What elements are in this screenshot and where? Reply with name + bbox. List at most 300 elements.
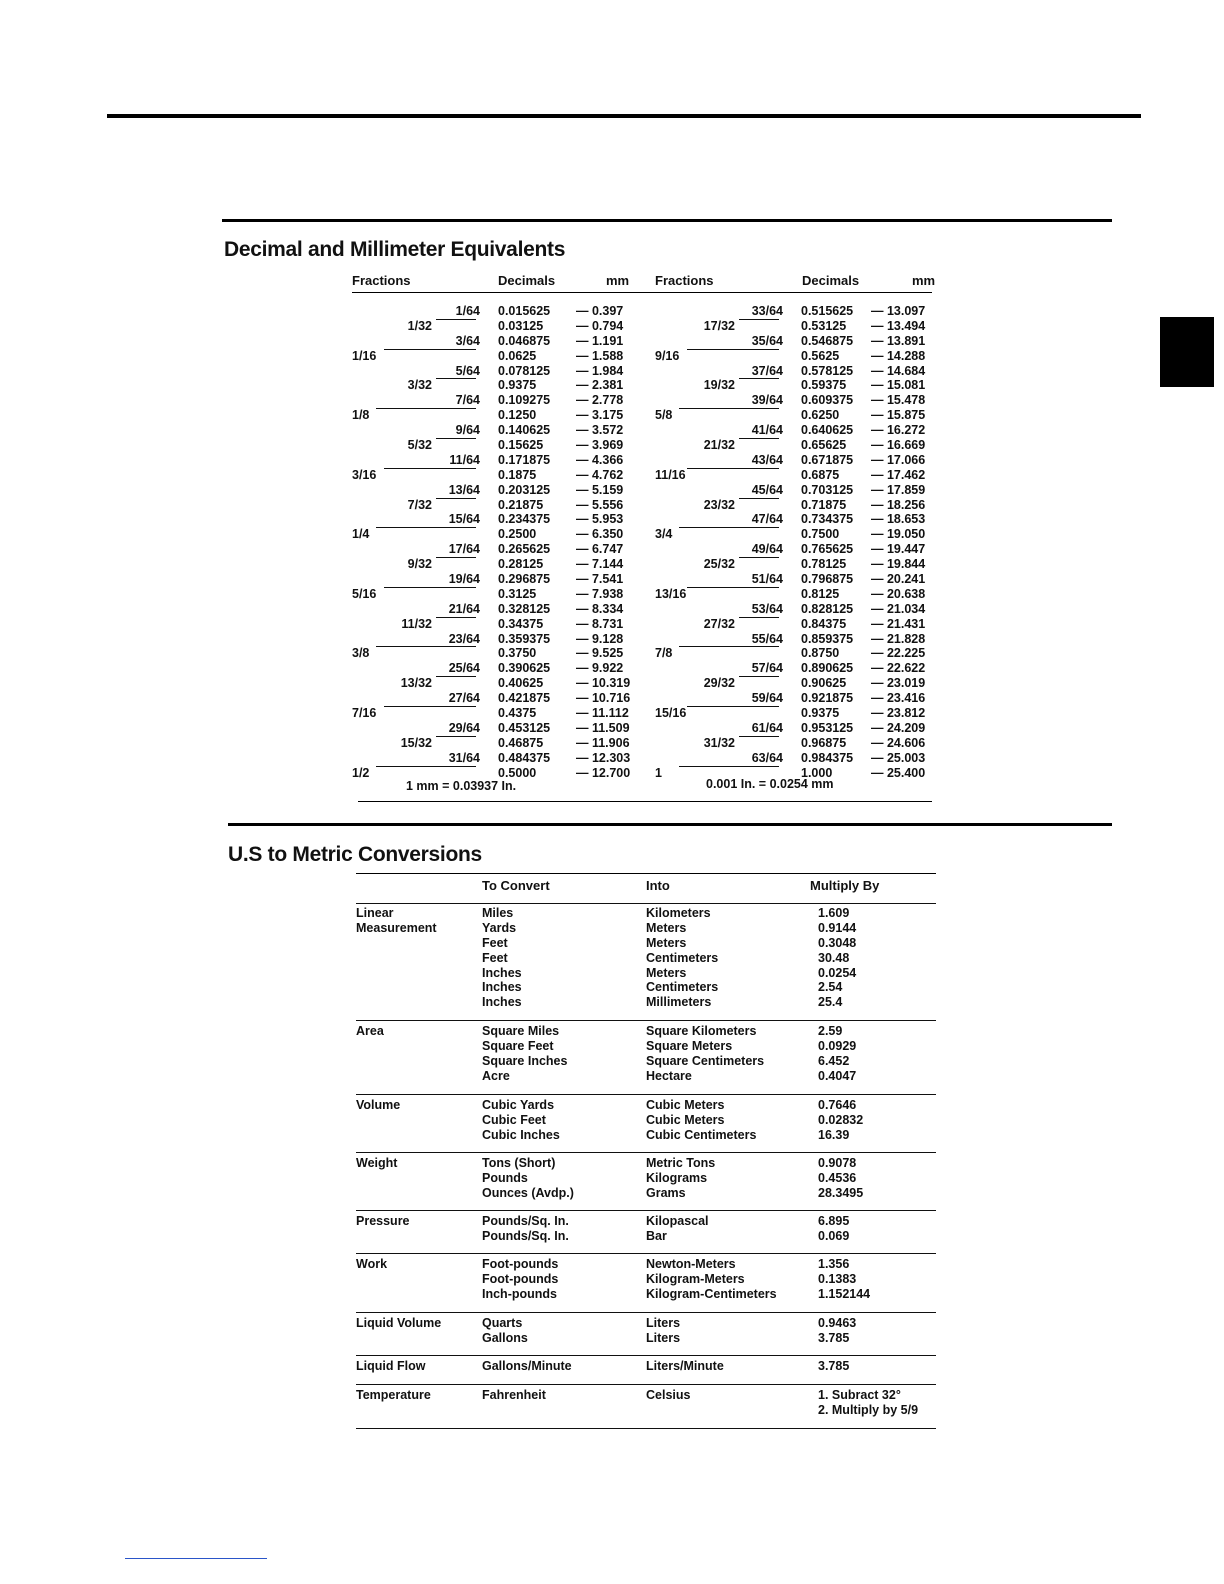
fraction-64ths: 41/64 [751, 423, 783, 438]
category-label: Weight [356, 1156, 398, 1170]
conversion-row [356, 1069, 936, 1084]
decimal-value: 0.578125 [801, 363, 854, 378]
decimal-value: 0.0625 [498, 348, 537, 363]
category-label: Temperature [356, 1388, 431, 1402]
decimal-section-rule [222, 219, 1112, 222]
fraction-leader-line [739, 378, 779, 379]
into-unit: Kilogram-Meters [646, 1271, 745, 1286]
fraction-32nds: 15/32 [400, 735, 432, 750]
conversion-row [356, 1098, 936, 1113]
fraction-16ths: 3/4 [655, 527, 673, 542]
fraction-32nds: 21/32 [703, 438, 735, 453]
mm-value: — 20.638 [871, 586, 926, 601]
fraction-row [655, 542, 945, 557]
fraction-64ths: 7/64 [455, 393, 480, 408]
conversion-row [356, 1257, 936, 1272]
fraction-row [352, 423, 642, 438]
fraction-leader-line [436, 378, 476, 379]
fraction-row [352, 632, 642, 647]
fraction-64ths: 11/64 [449, 452, 480, 467]
fraction-row [352, 557, 642, 572]
from-unit: Foot-pounds [482, 1271, 559, 1286]
decimal-table-left [352, 304, 642, 781]
decimal-value: 0.5625 [801, 348, 840, 363]
into-unit: Hectare [646, 1068, 692, 1083]
from-unit: Gallons/Minute [482, 1359, 572, 1373]
fraction-32nds: 3/32 [407, 378, 432, 393]
decimal-value: 0.140625 [498, 423, 551, 438]
fraction-row [655, 602, 945, 617]
mm-value: — 5.556 [576, 497, 624, 512]
fraction-leader-line [679, 408, 779, 409]
fraction-16ths: 7/8 [655, 646, 673, 661]
fraction-row [352, 751, 642, 766]
category-label: Volume [356, 1098, 401, 1112]
mm-value: — 20.241 [871, 572, 926, 587]
multiply-factor: 2.59 [818, 1024, 843, 1038]
conversion-section-title: U.S to Metric Conversions [228, 843, 482, 866]
left-fractions-header: Fractions [352, 273, 411, 288]
fraction-32nds: 13/32 [400, 676, 432, 691]
conversion-section-rule [228, 823, 1112, 826]
fraction-leader-line [739, 438, 779, 439]
fraction-row [655, 646, 945, 661]
fraction-leader-line [679, 527, 779, 528]
fraction-row [352, 378, 642, 393]
decimal-value: 0.265625 [498, 542, 551, 557]
decimal-value: 0.96875 [801, 735, 847, 750]
mm-value: — 8.731 [576, 616, 624, 631]
from-unit: Feet [482, 950, 508, 965]
fraction-leader-line [384, 468, 476, 469]
decimal-value: 0.6250 [801, 408, 840, 423]
from-unit: Inches [482, 965, 522, 980]
category-label: Linear Measurement [356, 906, 437, 935]
conversion-row [356, 1316, 936, 1331]
into-unit: Liters/Minute [646, 1359, 724, 1373]
mm-value: — 17.859 [871, 482, 926, 497]
fraction-row [655, 349, 945, 364]
decimal-value: 0.03125 [498, 318, 544, 333]
multiply-factor: 1.609 [818, 906, 850, 920]
mm-value: — 11.906 [576, 735, 630, 750]
group-divider [356, 1355, 936, 1356]
decimal-value: 0.234375 [498, 512, 551, 527]
from-unit: Inches [482, 995, 522, 1010]
into-unit: Celsius [646, 1388, 691, 1402]
conversion-row [356, 951, 936, 966]
left-decimals-header: Decimals [498, 273, 556, 288]
mm-value: — 11.509 [576, 720, 630, 735]
fraction-row [655, 512, 945, 527]
fraction-32nds: 17/32 [703, 318, 735, 333]
fraction-leader-line [376, 527, 476, 528]
multiply-factor: 16.39 [818, 1127, 850, 1142]
fraction-row [352, 602, 642, 617]
into-header: Into [646, 878, 670, 893]
into-unit: Grams [646, 1185, 686, 1200]
mm-value: — 2.381 [576, 378, 624, 393]
fraction-row [352, 527, 642, 542]
decimal-value: 0.796875 [801, 572, 854, 587]
fraction-row [655, 334, 945, 349]
fraction-row [655, 453, 945, 468]
fraction-leader-line [436, 498, 476, 499]
fraction-row [655, 423, 945, 438]
multiply-factor: 0.069 [818, 1228, 850, 1243]
fraction-64ths: 57/64 [751, 661, 783, 676]
fraction-64ths: 13/64 [448, 482, 480, 497]
multiply-factor: 0.1383 [818, 1271, 857, 1286]
into-unit: Kilometers [646, 906, 711, 920]
decimal-value: 0.28125 [498, 557, 544, 572]
from-unit: Yards [482, 920, 517, 935]
decimal-value: 0.53125 [801, 318, 847, 333]
fraction-row [655, 468, 945, 483]
fraction-32nds: 11/32 [401, 616, 432, 631]
mm-value: — 3.572 [576, 423, 624, 438]
into-unit: Centimeters [646, 980, 719, 995]
into-unit: Kilograms [646, 1170, 708, 1185]
conversion-group [356, 1257, 936, 1302]
multiply-factor: 0.7646 [818, 1098, 857, 1112]
fraction-32nds: 23/32 [703, 497, 735, 512]
decimal-value: 0.15625 [498, 438, 544, 453]
group-divider [356, 1152, 936, 1153]
mm-value: — 23.019 [871, 676, 926, 691]
fraction-64ths: 51/64 [751, 572, 783, 587]
fraction-row [352, 304, 642, 319]
decimal-bottom-rule [358, 801, 932, 802]
multiply-factor: 0.0929 [818, 1038, 857, 1053]
multiply-factor: 0.4536 [818, 1170, 857, 1185]
right-footer-note: 0.001 In. = 0.0254 mm [706, 777, 834, 791]
fraction-row [655, 498, 945, 513]
fraction-64ths: 53/64 [751, 601, 783, 616]
decimal-value: 0.1250 [498, 408, 537, 423]
into-unit: Newton-Meters [646, 1257, 736, 1271]
fraction-row [655, 751, 945, 766]
mm-value: — 7.541 [576, 572, 624, 587]
fraction-16ths: 7/16 [352, 706, 377, 721]
into-unit: Meters [646, 965, 687, 980]
conversion-row [356, 1156, 936, 1171]
multiply-factor: 0.9463 [818, 1316, 857, 1330]
decimal-value: 0.734375 [801, 512, 854, 527]
fraction-row [655, 438, 945, 453]
conversion-bottom-rule [356, 1428, 936, 1429]
decimal-value: 0.4375 [498, 706, 537, 721]
fraction-32nds: 29/32 [703, 676, 735, 691]
fraction-row [655, 661, 945, 676]
fraction-row [655, 364, 945, 379]
into-unit: Bar [646, 1228, 667, 1243]
decimal-value: 0.953125 [801, 720, 854, 735]
fraction-16ths: 3/8 [352, 646, 370, 661]
fraction-leader-line [376, 766, 476, 767]
multiply-factor: 0.3048 [818, 935, 857, 950]
fraction-64ths: 25/64 [448, 661, 480, 676]
fraction-row [655, 527, 945, 542]
mm-value: — 1.984 [576, 363, 624, 378]
decimal-value: 0.609375 [801, 393, 854, 408]
fraction-row [352, 319, 642, 334]
fraction-leader-line [687, 587, 779, 588]
conversion-row [356, 1024, 936, 1039]
mm-value: — 18.653 [871, 512, 926, 527]
mm-value: — 12.700 [576, 765, 631, 780]
multiply-factor: 1.152144 [818, 1286, 871, 1301]
fraction-64ths: 17/64 [448, 542, 480, 557]
fraction-row [352, 736, 642, 751]
mm-value: — 23.416 [871, 691, 926, 706]
mm-value: — 17.462 [871, 467, 926, 482]
fraction-leader-line [384, 706, 476, 707]
fraction-row [352, 408, 642, 423]
fraction-64ths: 59/64 [751, 691, 783, 706]
decimal-value: 0.984375 [801, 750, 854, 765]
multiply-factor: 25.4 [818, 995, 843, 1010]
multiply-factor: 2. Multiply by 5/9 [818, 1402, 919, 1417]
fraction-16ths: 3/16 [352, 467, 377, 482]
fraction-row [655, 691, 945, 706]
group-divider [356, 903, 936, 904]
mm-value: — 23.812 [871, 706, 926, 721]
fraction-64ths: 35/64 [751, 333, 783, 348]
conversion-row [356, 906, 936, 921]
from-unit: Foot-pounds [482, 1257, 559, 1271]
decimal-value: 0.203125 [498, 482, 551, 497]
conversion-row [356, 980, 936, 995]
into-unit: Cubic Meters [646, 1112, 725, 1127]
fraction-64ths: 1/64 [455, 304, 480, 318]
mm-value: — 19.050 [871, 527, 926, 542]
decimal-value: 0.515625 [801, 304, 854, 318]
fraction-leader-line [436, 676, 476, 677]
left-mm-header: mm [606, 273, 630, 288]
conversion-group [356, 1156, 936, 1201]
mm-value: — 14.684 [871, 363, 926, 378]
fraction-leader-line [739, 617, 779, 618]
page-top-rule [107, 114, 1141, 118]
decimal-value: 0.015625 [498, 304, 551, 318]
decimal-value: 0.21875 [498, 497, 544, 512]
from-unit: Tons (Short) [482, 1156, 556, 1170]
decimal-value: 0.40625 [498, 676, 544, 691]
fraction-16ths: 5/16 [352, 586, 377, 601]
mm-value: — 5.953 [576, 512, 624, 527]
mm-value: — 4.366 [576, 452, 624, 467]
decimal-value: 0.7500 [801, 527, 840, 542]
multiply-factor: 6.895 [818, 1214, 850, 1228]
fraction-row [352, 661, 642, 676]
fraction-64ths: 47/64 [751, 512, 783, 527]
left-footer-note: 1 mm = 0.03937 In. [406, 779, 517, 793]
decimal-value: 0.71875 [801, 497, 847, 512]
fraction-64ths: 63/64 [751, 750, 783, 765]
mm-value: — 11.112 [576, 706, 629, 721]
fraction-row [655, 408, 945, 423]
into-unit: Cubic Meters [646, 1098, 725, 1112]
decimal-value: 0.46875 [498, 735, 544, 750]
into-unit: Meters [646, 935, 687, 950]
decimal-value: 0.890625 [801, 661, 854, 676]
into-unit: Kilogram-Centimeters [646, 1286, 777, 1301]
mm-value: — 19.844 [871, 557, 926, 572]
fraction-leader-line [436, 617, 476, 618]
multiply-factor: 0.9078 [818, 1156, 857, 1170]
decimal-value: 0.390625 [498, 661, 551, 676]
fraction-64ths: 27/64 [448, 691, 480, 706]
fraction-leader-line [384, 587, 476, 588]
fraction-row [352, 364, 642, 379]
fraction-row [352, 617, 642, 632]
fraction-row [655, 572, 945, 587]
fraction-row [352, 393, 642, 408]
from-unit: Acre [482, 1068, 510, 1083]
from-unit: Cubic Yards [482, 1098, 555, 1112]
fraction-64ths: 19/64 [448, 572, 480, 587]
fraction-row [352, 572, 642, 587]
fraction-16ths: 5/8 [655, 408, 673, 423]
mm-value: — 13.097 [871, 304, 926, 318]
mm-value: — 15.875 [871, 408, 926, 423]
category-label: Area [356, 1024, 384, 1038]
fraction-row [655, 304, 945, 319]
fraction-64ths: 3/64 [455, 333, 480, 348]
group-divider [356, 1094, 936, 1095]
fraction-row [352, 483, 642, 498]
footer-link-underline [125, 1558, 267, 1559]
conversion-row [356, 1186, 936, 1201]
mm-value: — 12.303 [576, 750, 631, 765]
multiply-factor: 1. Subract 32° [818, 1388, 901, 1402]
fraction-row [655, 557, 945, 572]
right-decimals-header: Decimals [802, 273, 860, 288]
category-label: Work [356, 1257, 388, 1271]
fraction-leader-line [436, 319, 476, 320]
fraction-row [352, 587, 642, 602]
fraction-64ths: 37/64 [751, 363, 783, 378]
decimal-value: 0.59375 [801, 378, 847, 393]
fraction-64ths: 29/64 [448, 720, 480, 735]
fraction-16ths: 9/16 [655, 348, 680, 363]
multiply-factor: 0.4047 [818, 1068, 857, 1083]
decimal-value: 0.359375 [498, 631, 551, 646]
decimal-value: 0.3125 [498, 586, 537, 601]
mm-value: — 22.225 [871, 646, 926, 661]
decimal-value: 0.546875 [801, 333, 854, 348]
multiply-factor: 3.785 [818, 1359, 850, 1373]
fraction-row [655, 676, 945, 691]
mm-value: — 0.397 [576, 304, 624, 318]
fraction-row [352, 453, 642, 468]
fraction-row [352, 334, 642, 349]
decimal-value: 0.3750 [498, 646, 537, 661]
decimal-value: 0.078125 [498, 363, 551, 378]
fraction-row [655, 617, 945, 632]
conversion-row [356, 1388, 936, 1403]
decimal-value: 0.65625 [801, 438, 847, 453]
fraction-64ths: 49/64 [751, 542, 783, 557]
fraction-32nds: 5/32 [407, 438, 432, 453]
from-unit: Pounds/Sq. In. [482, 1228, 569, 1243]
fraction-row [352, 691, 642, 706]
mm-value: — 0.794 [576, 318, 624, 333]
from-unit: Quarts [482, 1316, 523, 1330]
conversion-group [356, 1024, 936, 1084]
mm-value: — 9.922 [576, 661, 624, 676]
fraction-row [352, 498, 642, 513]
fraction-64ths: 55/64 [751, 631, 783, 646]
conversion-row [356, 1287, 936, 1302]
mm-value: — 16.272 [871, 423, 926, 438]
from-unit: Miles [482, 906, 514, 920]
fraction-leader-line [739, 557, 779, 558]
fraction-64ths: 23/64 [448, 631, 480, 646]
to-convert-header: To Convert [482, 878, 550, 893]
mm-value: — 15.478 [871, 393, 926, 408]
decimal-value: 0.046875 [498, 333, 551, 348]
conversion-row [356, 1331, 936, 1346]
mm-value: — 22.622 [871, 661, 926, 676]
fraction-row [655, 632, 945, 647]
mm-value: — 21.034 [871, 601, 926, 616]
mm-value: — 3.175 [576, 408, 624, 423]
fraction-row [352, 646, 642, 661]
multiply-factor: 3.785 [818, 1330, 850, 1345]
conversion-row [356, 1128, 936, 1143]
into-unit: Liters [646, 1316, 681, 1330]
fraction-row [655, 483, 945, 498]
fraction-row [352, 542, 642, 557]
multiply-factor: 0.02832 [818, 1112, 864, 1127]
category-label: Pressure [356, 1214, 410, 1228]
decimal-value: 0.171875 [498, 452, 551, 467]
conversion-row [356, 921, 936, 936]
fraction-leader-line [739, 676, 779, 677]
mm-value: — 1.588 [576, 348, 624, 363]
fraction-64ths: 15/64 [448, 512, 480, 527]
mm-value: — 9.128 [576, 631, 624, 646]
fraction-16ths: 1/8 [352, 408, 370, 423]
conversion-row [356, 1171, 936, 1186]
conversion-row [356, 1039, 936, 1054]
mm-value: — 1.191 [576, 333, 624, 348]
fraction-leader-line [679, 766, 779, 767]
mm-value: — 2.778 [576, 393, 624, 408]
fraction-32nds: 7/32 [407, 497, 432, 512]
fraction-64ths: 61/64 [751, 720, 783, 735]
group-divider [356, 1020, 936, 1021]
conversion-row [356, 1214, 936, 1229]
decimal-value: 0.78125 [801, 557, 847, 572]
group-divider [356, 1253, 936, 1254]
decimal-value: 0.34375 [498, 616, 544, 631]
from-unit: Ounces (Avdp.) [482, 1185, 574, 1200]
decimal-value: 0.671875 [801, 452, 854, 467]
fraction-32nds: 1/32 [407, 318, 432, 333]
multiply-factor: 1.356 [818, 1257, 850, 1271]
fraction-64ths: 5/64 [455, 363, 480, 378]
section-tab-marker [1160, 317, 1214, 387]
fraction-row [352, 706, 642, 721]
mm-value: — 21.431 [871, 616, 926, 631]
conversion-row [356, 995, 936, 1010]
mm-value: — 13.891 [871, 333, 926, 348]
fraction-leader-line [436, 438, 476, 439]
fraction-32nds: 19/32 [703, 378, 735, 393]
